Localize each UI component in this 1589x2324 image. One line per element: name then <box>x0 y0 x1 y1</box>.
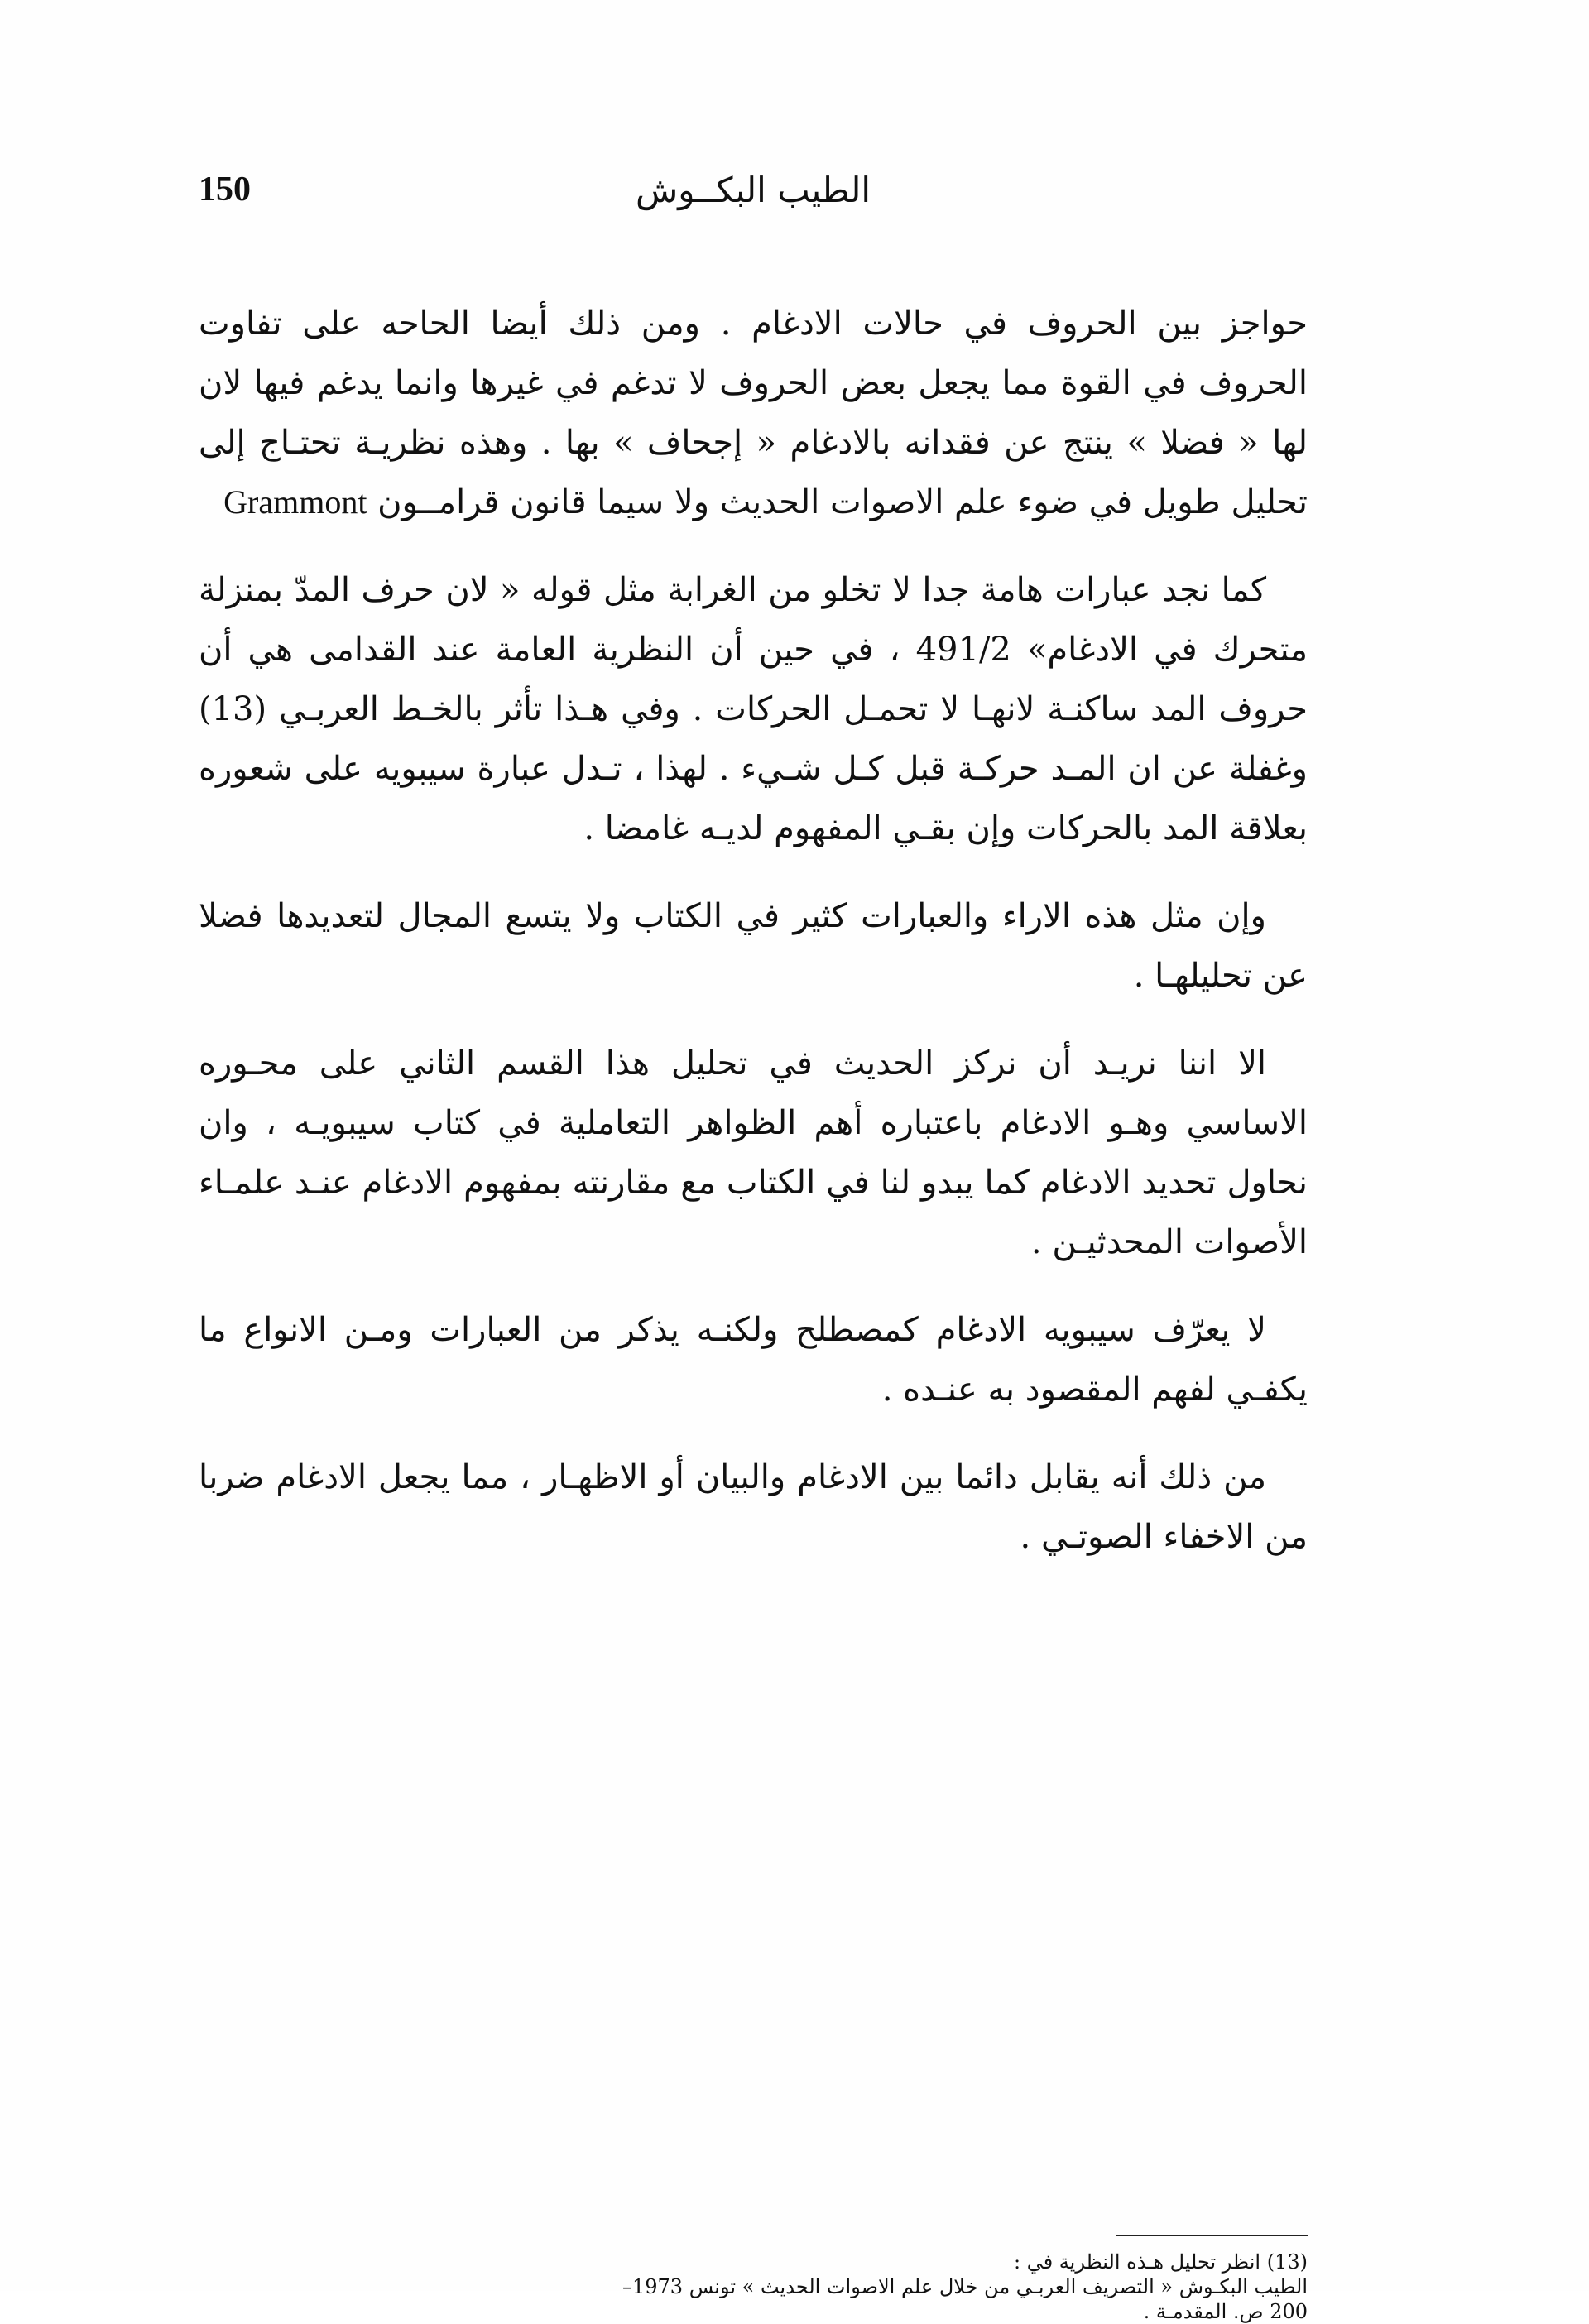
paragraph: لا يعرّف سيبويه الادغام كمصطلح ولكنـه يذكر من العبارات ومـن الانواع ما يكفـي لفهم المقصود به عنـده . <box>199 1311 1308 1409</box>
running-head <box>199 170 1308 228</box>
footnote-marker: (13) <box>1266 2250 1308 2274</box>
footnote-line: الطيب البكـوش « التصريف العربـي من خلال علم الاصوات الحديث » تونس 1973– <box>622 2275 1308 2298</box>
footnote-text: انظر تحليل هـذه النظرية في : <box>1013 2250 1261 2274</box>
running-title: الطيب البكــوش <box>635 170 871 210</box>
footnote-divider <box>1116 2235 1308 2236</box>
paragraph: كما نجد عبارات هامة جدا لا تخلو من الغرابة مثل قوله « لان حرف المدّ بمنزلة متحرك في الادغام» 491/2 ، في حين أن النظرية العامة عند القدامى هي أن حروف المد ساكنـة لانهـا لا تحمـل الحركات . وفي هـذا تأثر بالخـط العربـي (13) وغفلة عن ان المـد حركـة قبل كـل شـيء . لهذا ، تـدل عبارة سيبويه على شعوره بعلاقة المد بالحركات وإن بقـي المفهوم لديـه غامضا . <box>199 571 1308 847</box>
latin-term: Grammont <box>223 483 367 521</box>
footnotes <box>199 2250 1308 2324</box>
body-text <box>199 294 1308 1595</box>
footnote-line <box>199 2250 1308 2274</box>
paragraph <box>199 294 1308 532</box>
footnote-line: 200 ص. المقدمـة . <box>1143 2300 1308 2323</box>
paragraph: الا اننا نريـد أن نركز الحديث في تحليل هذا القسم الثاني على محـوره الاساسي وهـو الادغام باعتباره أهم الظواهر التعاملية في كتاب سيبويـه ، وان نحاول تحديد الادغام كما يبدو لنا في الكتاب مع مقارنته بمفهوم الادغام عنـد علمـاء الأصوات المحدثيـن . <box>199 1044 1308 1261</box>
paragraph-text: حواجز بين الحروف في حالات الادغام . ومن ذلك أيضا الحاحه على تفاوت الحروف في القوة مما يجعل بعض الحروف لا تدغم في غيرها وانما يدغم فيها لان لها « فضلا » ينتج عن فقدانه بالادغام « إجحاف » بها . وهذه نظريـة تحتـاج إلى تحليل طويل في ضوء علم الاصوات الحديث ولا سيما قانون قرامــون <box>199 305 1308 521</box>
page-number: 150 <box>199 170 251 209</box>
paragraph: وإن مثل هذه الاراء والعبارات كثير في الكتاب ولا يتسع المجال لتعديدها فضلا عن تحليلهـا . <box>199 897 1308 995</box>
paragraph: من ذلك أنه يقابل دائما بين الادغام والبيان أو الاظهـار ، مما يجعل الادغام ضربا من الاخفاء الصوتـي . <box>199 1458 1308 1556</box>
